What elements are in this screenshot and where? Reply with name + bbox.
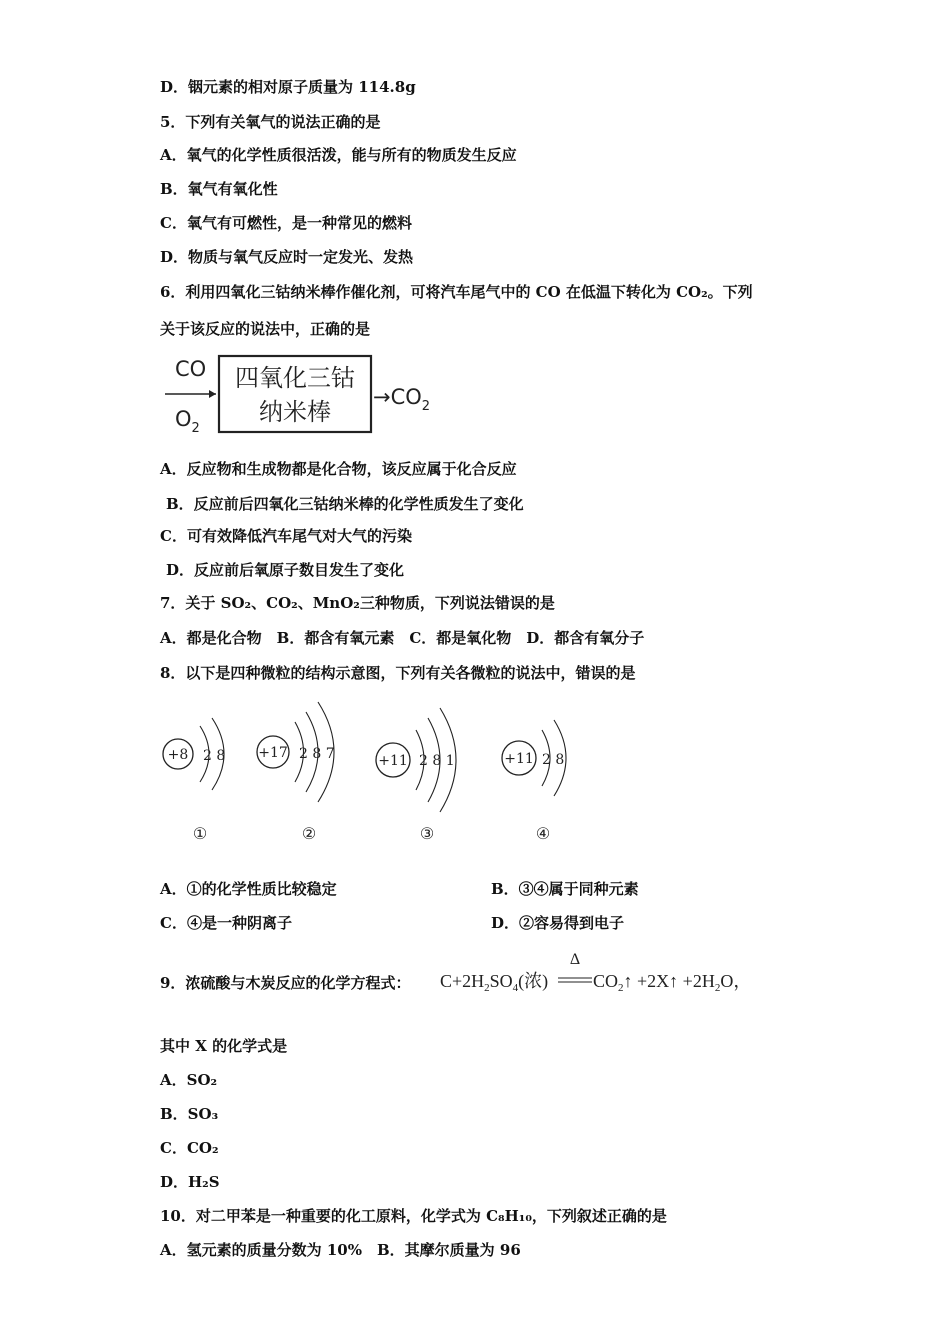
q9-option-b: B．SO₃ [160, 1105, 219, 1123]
q8-stem: 8．以下是四种微粒的结构示意图，下列有关各微粒的说法中，错误的是 [160, 664, 636, 682]
input-arrow-head [209, 390, 216, 398]
q5-option-a: A．氧气的化学性质很活泼，能与所有的物质发生反应 [160, 146, 517, 164]
chemical-equation [440, 950, 780, 995]
q6-option-c: C．可有效降低汽车尾气对大气的污染 [160, 527, 412, 545]
q8-option-d: D．②容易得到电子 [491, 914, 625, 932]
q5-stem: 5．下列有关氧气的说法正确的是 [160, 113, 381, 131]
q9-option-a: A．SO₂ [160, 1071, 218, 1089]
electron-shells: 2 8 [203, 748, 226, 764]
q10-options-ab: A．氢元素的质量分数为 10% B．其摩尔质量为 96 [160, 1241, 521, 1259]
q8-option-a: A．①的化学性质比较稳定 [160, 880, 337, 898]
q6-option-a: A．反应物和生成物都是化合物，该反应属于化合反应 [160, 460, 517, 478]
atom-diagram-4 [502, 720, 566, 843]
equation-text: $C+2H_2SO_4$(浓) [440, 971, 549, 994]
q6-stem-line1: 6．利用四氧化三钴纳米棒作催化剂，可将汽车尾气中的 CO 在低温下转化为 CO₂。下列 [160, 283, 753, 301]
q9-stem: 9．浓硫酸与木炭反应的化学方程式： [160, 974, 411, 992]
q9-option-d: D．H₂S [160, 1173, 220, 1191]
equation-products: $CO_2↑$ +2X↑ $+2H_2O$， [593, 971, 752, 994]
diagram-label: ① [192, 824, 208, 843]
output-co2: $\to CO_2$ [373, 385, 431, 414]
atom-diagram-3 [376, 708, 456, 843]
diagram-label: ③ [419, 824, 435, 843]
input-co: CO [175, 357, 207, 381]
q6-option-d: D．反应前后氧原子数目发生了变化 [166, 561, 405, 579]
q5-option-c: C．氧气有可燃性，是一种常见的燃料 [160, 214, 412, 232]
q6-option-b: B．反应前后四氧化三钴纳米棒的化学性质发生了变化 [166, 495, 524, 513]
catalyst-reaction-diagram [163, 352, 453, 438]
q8-option-b: B．③④属于同种元素 [491, 880, 639, 898]
q6-stem-line2: 关于该反应的说法中，正确的是 [160, 320, 371, 338]
q10-stem: 10．对二甲苯是一种重要的化工原料，化学式为 C₈H₁₀，下列叙述正确的是 [160, 1207, 667, 1225]
electron-shells: 2 8 7 [299, 746, 335, 762]
q5-option-b: B．氧气有氧化性 [160, 180, 278, 198]
heat-symbol: Δ [569, 951, 581, 968]
atom-diagram-2 [257, 702, 335, 843]
diagram-label: ④ [535, 824, 551, 843]
input-o2: $O_2$ [175, 407, 200, 436]
nucleus-charge: +11 [378, 753, 408, 769]
nucleus-charge: +11 [504, 751, 534, 767]
q8-option-c: C．④是一种阴离子 [160, 914, 292, 932]
electron-shells: 2 8 1 [419, 753, 455, 769]
q7-stem: 7．关于 SO₂、CO₂、MnO₂三种物质，下列说法错误的是 [160, 594, 555, 612]
atomic-structure-diagrams [160, 698, 580, 848]
q9-option-c: C．CO₂ [160, 1139, 219, 1157]
q4-option-d: D．铟元素的相对原子质量为 114.8g [160, 78, 416, 96]
nucleus-charge: +17 [258, 745, 288, 761]
diagram-label: ② [301, 824, 317, 843]
catalyst-name-line2: 纳米棒 [259, 398, 331, 426]
q7-options: A．都是化合物 B．都含有氧元素 C．都是氧化物 D．都含有氧分子 [160, 629, 645, 647]
q9-stem-line2: 其中 X 的化学式是 [160, 1037, 288, 1055]
nucleus-charge: +8 [167, 747, 189, 763]
catalyst-name-line1: 四氧化三钴 [235, 364, 355, 392]
electron-shells: 2 8 [542, 752, 565, 768]
q5-option-d: D．物质与氧气反应时一定发光、发热 [160, 248, 414, 266]
atom-diagram-1 [163, 718, 225, 843]
